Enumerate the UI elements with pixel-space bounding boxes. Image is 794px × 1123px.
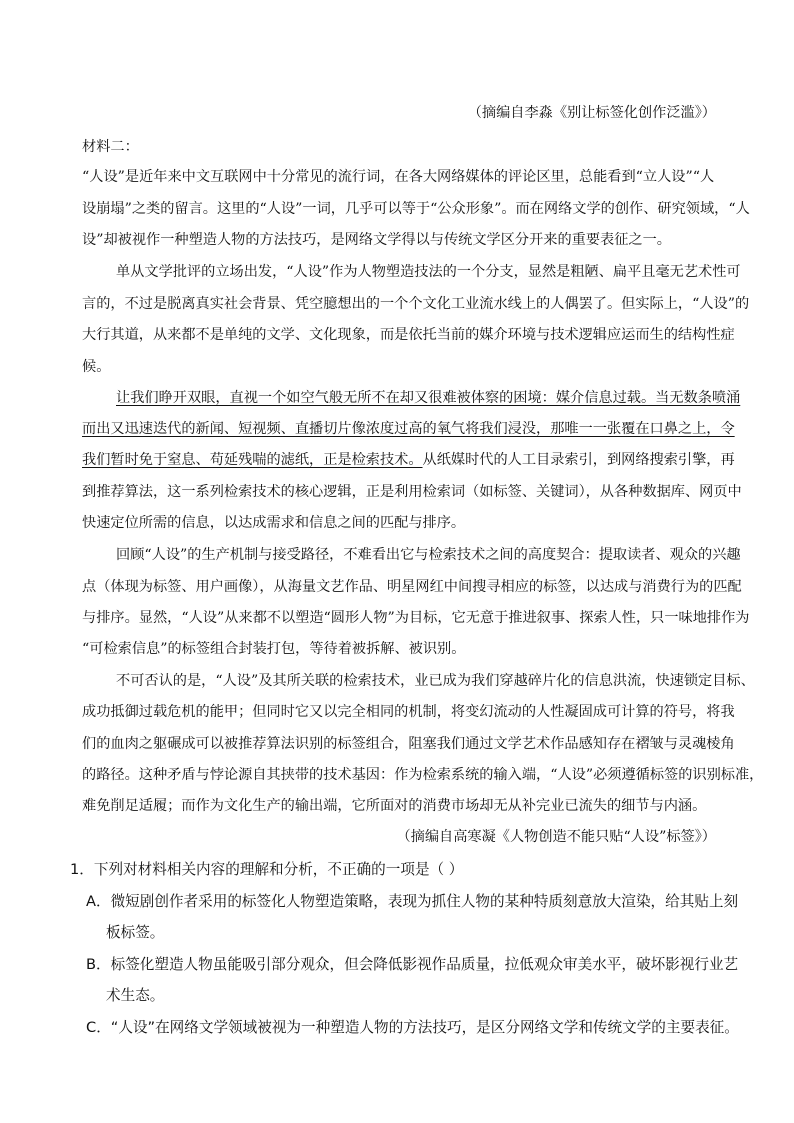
source-citation-2: （摘编自高寒凝《人物创造不能只贴“人设”标签》） [396, 829, 716, 845]
paragraph-line: 不可否认的是，“人设”及其所关联的检索技术，业已成为我们穿越碎片化的信息洪流，快速锁定目标、 [116, 673, 755, 689]
underlined-phrase: 我们暂时免于窒息、苟延残喘的滤纸，正是检索技术。 [82, 452, 423, 468]
underlined-line: 让我们睁开双眼，直视一个如空气般无所不在却又很难被体察的困境：媒介信息过载。当无数条喷涌 [116, 390, 741, 406]
paragraph-line: “人设”是近年来中文互联网中十分常见的流行词，在各大网络媒体的评论区里，总能看到“立人设”“人 [82, 169, 715, 185]
paragraph-line [82, 449, 735, 469]
paragraph-line: 大行其道，从来都不是单纯的文学、文化现象，而是依托当前的媒介环境与技术逻辑应运而生的结构性症 [82, 327, 735, 343]
paragraph-line: “可检索信息”的标签组合封装打包，等待着被拆解、被识别。 [82, 641, 466, 657]
paragraph-line: 言的，不过是脱离真实社会背景、凭空臆想出的一个个文化工业流水线上的人偶罢了。但实际上，“人设”的 [82, 296, 750, 312]
paragraph-line: 到推荐算法，这一系列检索技术的核心逻辑，正是利用检索词（如标签、关键词），从各种数据库、网页中 [82, 484, 742, 500]
paragraph-line: 设”却被视作一种塑造人物的方法技巧，是网络文学得以与传统文学区分开来的重要表征之一。 [82, 232, 671, 248]
option-a-continued: 板标签。 [106, 924, 165, 941]
source-citation-1: （摘编自李淼《别让标签化创作泛滥》） [467, 105, 716, 121]
paragraph-line: 候。 [82, 359, 111, 375]
option-c[interactable]: C．“人设”在网络文学领域被视为一种塑造人物的方法技巧，是区分网络文学和传统文学的主要表征。 [86, 1019, 739, 1036]
material-2-heading: 材料二： [82, 139, 139, 155]
paragraph-text: 从纸媒时代的人工目录索引，到网络搜索引擎，再 [422, 452, 735, 468]
underlined-line: 而出又迅速迭代的新闻、短视频、直播切片像浓度过高的氧气将我们浸没，那唯一一张覆在口鼻之上，令 [82, 421, 735, 437]
option-a[interactable]: A．微短剧创作者采用的标签化人物塑造策略，表现为抓住人物的某种特质刻意放大渲染，给其贴上刻 [86, 893, 739, 910]
paragraph-line: 与排序。显然，“人设”从来都不以塑造“圆形人物”为目标，它无意于推进叙事、探索人性，只一味地排作为 [82, 610, 750, 626]
paragraph-line: 的路径。这种矛盾与悖论源自其挟带的技术基因：作为检索系统的输入端，“人设”必须遵循标签的识别标准， [82, 767, 764, 783]
paragraph-line: 设崩塌”之类的留言。这里的“人设”一词，几乎可以等于“公众形象”。而在网络文学的创作、研究领域，“人 [82, 201, 750, 217]
paragraph-line: 单从文学批评的立场出发，“人设”作为人物塑造技法的一个分支，显然是粗陋、扁平且毫无艺术性可 [116, 264, 741, 280]
option-b[interactable]: B．标签化塑造人物虽能吸引部分观众，但会降低影视作品质量，拉低观众审美水平，破坏影视行业艺 [86, 956, 739, 973]
paragraph-line: 们的血肉之躯碾成可以被推荐算法识别的标签组合，阻塞我们通过文学艺术作品感知存在褶皱与灵魂棱角 [82, 736, 735, 752]
paragraph-line: 点（体现为标签、用户画像），从海量文艺作品、明星网红中间搜寻相应的标签，以达成与消费行为的匹配 [82, 579, 742, 595]
paragraph-line: 回顾“人设”的生产机制与接受路径，不难看出它与检索技术之间的高度契合：提取读者、观众的兴趣 [116, 547, 741, 563]
question-stem: 1．下列对材料相关内容的理解和分析，不正确的一项是（ ） [70, 861, 464, 878]
paragraph-line: 成功抵御过载危机的能甲；但同时它又以完全相同的机制，将变幻流动的人性凝固成可计算的符号，将我 [82, 704, 735, 720]
paragraph-line: 难免削足适履；而作为文化生产的输出端，它所面对的消费市场却无从补完业已流失的细节与内涵。 [82, 798, 707, 814]
option-b-continued: 术生态。 [106, 987, 165, 1004]
paragraph-line: 快速定位所需的信息，以达成需求和信息之间的匹配与排序。 [82, 515, 466, 531]
